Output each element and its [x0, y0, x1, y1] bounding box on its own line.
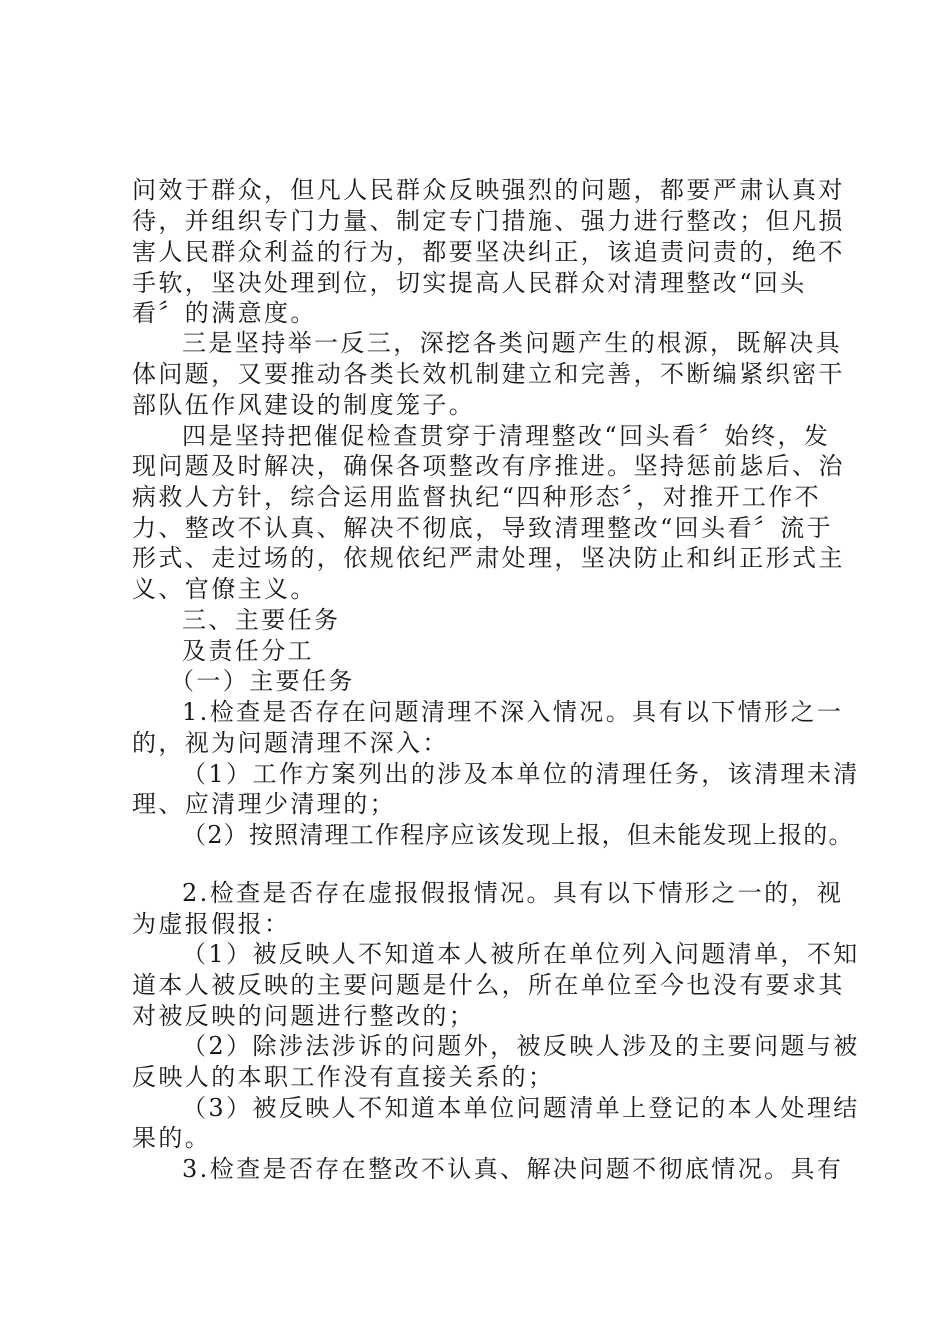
text-line: 为虚报假报： [132, 910, 291, 938]
text-line: 反映人的本职工作没有直接关系的； [132, 1063, 555, 1091]
text-line: 理、应清理少清理的； [132, 790, 396, 818]
text-line: 形式、走过场的，依规依纪严肃处理，坚决防止和纠正形式主 [132, 544, 845, 572]
text-line: 力、整改不认真、解决不彻底，导致清理整改“回头看〞流于 [132, 514, 834, 542]
text-line: 义、官僚主义。 [132, 575, 317, 603]
text-line: 1.检查是否存在问题清理不深入情况。具有以下情形之一 [182, 698, 844, 726]
text-line: 现问题及时解决，确保各项整改有序推进。坚持惩前毖后、治 [132, 452, 845, 480]
subsection-heading: （一）主要任务 [170, 667, 355, 695]
text-line: 害人民群众利益的行为，都要坚决纠正，该追责问责的，绝不 [132, 238, 845, 266]
text-line: 四是坚持把催促检查贯穿于清理整改“回头看〞始终，发 [182, 422, 831, 450]
text-line: （2）按照清理工作程序应该发现上报，但未能发现上报的。 [182, 821, 854, 849]
section-heading: 及责任分工 [182, 637, 314, 665]
text-line: 部队伍作风建设的制度笼子。 [132, 391, 476, 419]
text-line: 病救人方针，综合运用监督执纪“四种形态〞，对推开工作不 [132, 483, 822, 511]
text-line: 3.检查是否存在整改不认真、解决问题不彻底情况。具有 [182, 1155, 844, 1183]
text-line: 三是坚持举一反三，深挖各类问题产生的根源，既解决具 [182, 329, 842, 357]
text-line: （1）工作方案列出的涉及本单位的清理任务，该清理未清 [182, 760, 860, 788]
text-line: 问效于群众，但凡人民群众反映强烈的问题，都要严肃认真对 [132, 176, 845, 204]
text-line: 待，并组织专门力量、制定专门措施、强力进行整改；但凡损 [132, 207, 845, 235]
text-line: （1）被反映人不知道本人被所在单位列入问题清单，不知 [182, 940, 860, 968]
text-line: 对被反映的问题进行整改的； [132, 1002, 476, 1030]
text-line: 手软，坚决处理到位，切实提高人民群众对清理整改“回头 [132, 269, 807, 297]
text-line: 果的。 [132, 1124, 212, 1152]
text-line: 2.检查是否存在虚报假报情况。具有以下情形之一的，视 [182, 879, 844, 907]
text-line: 体问题，又要推动各类长效机制建立和完善，不断编紧织密干 [132, 360, 845, 388]
text-line: 看〞的满意度。 [132, 299, 317, 327]
text-line: 的，视为问题清理不深入： [132, 729, 449, 757]
section-heading: 三、主要任务 [182, 606, 341, 634]
text-line: 道本人被反映的主要问题是什么，所在单位至今也没有要求其 [132, 971, 845, 999]
text-line: （2）除涉法涉诉的问题外，被反映人涉及的主要问题与被 [182, 1032, 860, 1060]
text-line: （3）被反映人不知道本单位问题清单上登记的本人处理结 [182, 1094, 860, 1122]
